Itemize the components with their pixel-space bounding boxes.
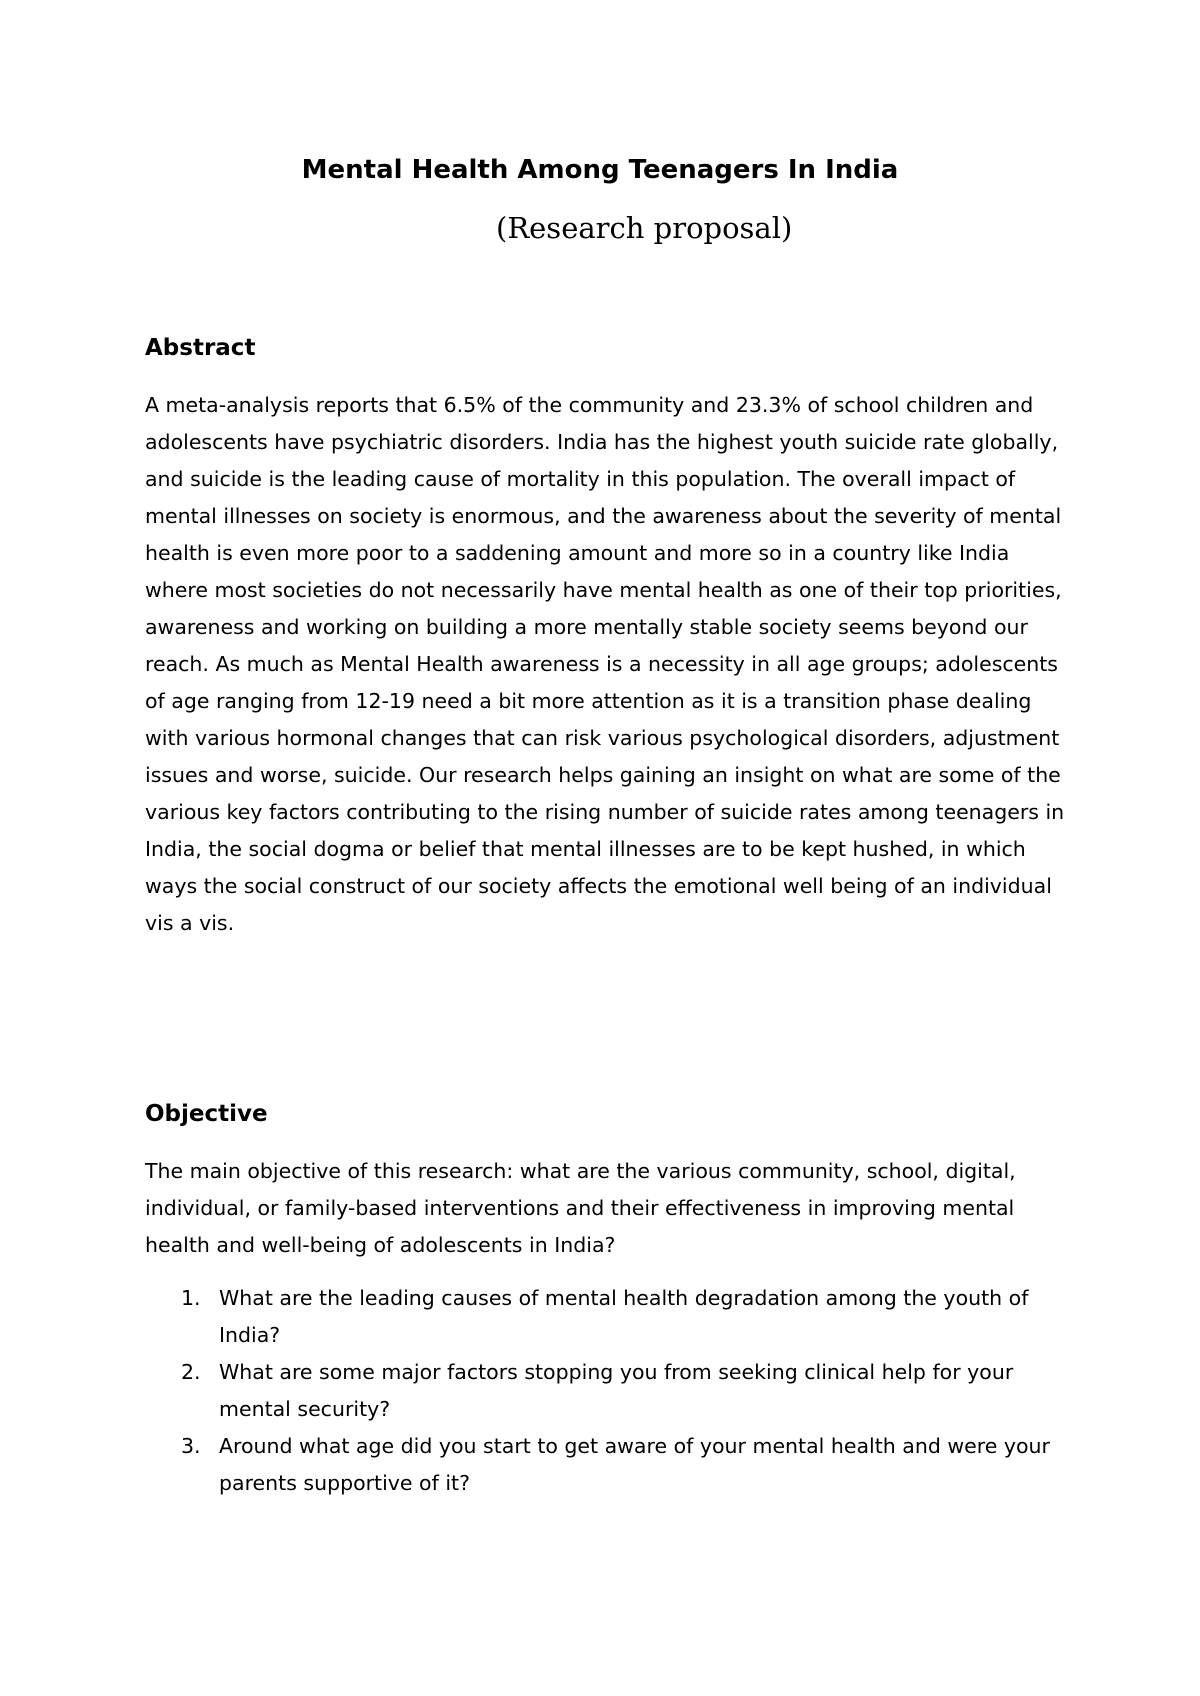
question-number: 3.: [181, 1434, 201, 1458]
question-text: Around what age did you start to get aware of your mental health and were your parents supportive of it?: [219, 1434, 1050, 1495]
research-question-item: [145, 1428, 1065, 1502]
objective-paragraph: The main objective of this research: what are the various community, school, digital, individual, or family-based interventions and their effectiveness in improving mental health and well-being of adolescents in India?: [145, 1159, 1016, 1257]
objective-heading: Objective: [145, 1101, 268, 1127]
research-question-item: [145, 1280, 1065, 1354]
question-text: What are some major factors stopping you from seeking clinical help for your mental security?: [219, 1360, 1014, 1421]
abstract-heading: Abstract: [145, 335, 256, 361]
question-number: 2.: [181, 1360, 201, 1384]
question-text: What are the leading causes of mental health degradation among the youth of India?: [219, 1286, 1029, 1347]
research-questions-list: [145, 1280, 1065, 1502]
question-number: 1.: [181, 1286, 201, 1310]
research-question-item: [145, 1354, 1065, 1428]
abstract-paragraph: A meta-analysis reports that 6.5% of the community and 23.3% of school children and adolescents have psychiatric disorders. India has the highest youth suicide rate globally, and suicide is the leading cause of mortality in this population. The overall impact of mental illnesses on society is enormous, and the awareness about the severity of mental health is even more poor to a saddening amount and more so in a country like India where most societies do not necessarily have mental health as one of their top priorities, awareness and working on building a more mentally stable society seems beyond our reach. As much as Mental Health awareness is a necessity in all age groups; adolescents of age ranging from 12-19 need a bit more attention as it is a transition phase dealing with various hormonal changes that can risk various psychological disorders, adjustment issues and worse, suicide. Our research helps gaining an insight on what are some of the various key factors contributing to the rising number of suicide rates among teenagers in India, the social dogma or belief that mental illnesses are to be kept hushed, in which ways the social construct of our society affects the emotional well being of an individual vis a vis.: [145, 393, 1065, 935]
document-title: Mental Health Among Teenagers In India: [301, 155, 899, 185]
document-subtitle: (Research proposal): [496, 211, 793, 245]
